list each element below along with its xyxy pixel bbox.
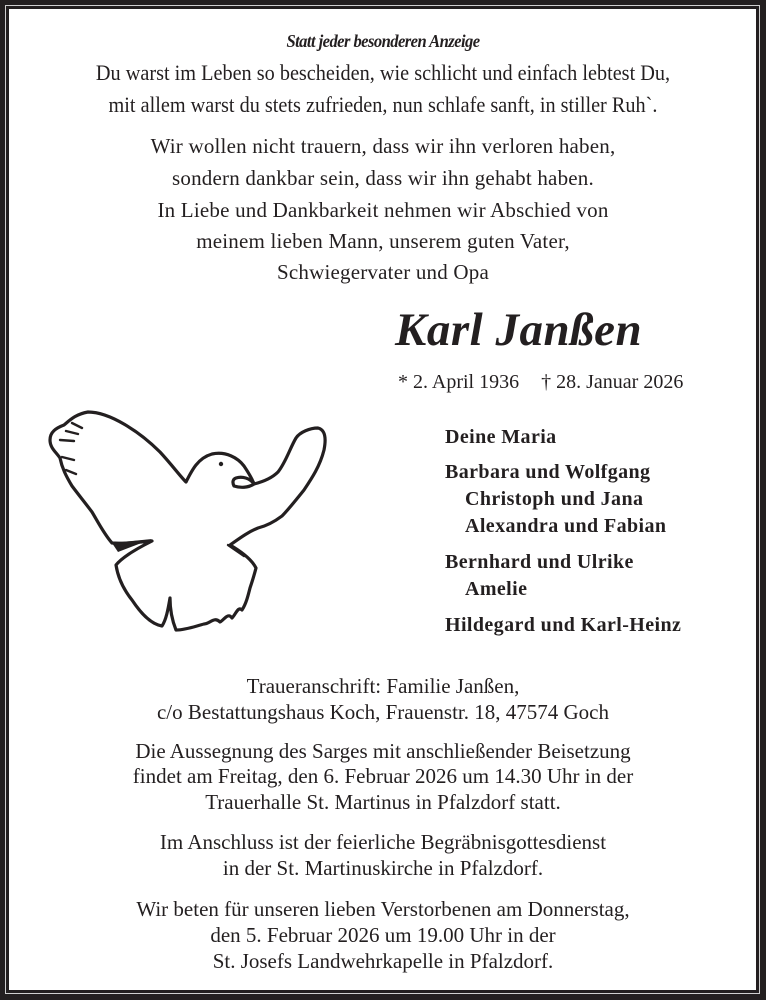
- service-line-1: Im Anschluss ist der feierliche Begräbnisgottesdienst: [159, 830, 607, 854]
- family-member: Hildegard und Karl-Heinz: [445, 614, 682, 636]
- family-member: Bernhard und Ulrike: [445, 551, 634, 573]
- family-member: Alexandra und Fabian: [465, 515, 667, 537]
- address-line-2: c/o Bestattungshaus Koch, Frauenstr. 18, 47574 Goch: [156, 700, 610, 724]
- intro-line-4: meinem lieben Mann, unserem guten Vater,: [196, 229, 570, 253]
- address-line-1: Traueranschrift: Familie Janßen,: [246, 674, 520, 698]
- birth-date: * 2. April 1936: [398, 371, 520, 393]
- intro-line-1: Wir wollen nicht trauern, dass wir ihn verloren haben,: [150, 134, 616, 158]
- family-member: Barbara und Wolfgang: [445, 461, 651, 483]
- family-member: Amelie: [465, 578, 528, 600]
- deceased-name: Karl Janßen: [395, 304, 643, 356]
- death-date: † 28. Januar 2026: [541, 371, 684, 393]
- prayer-line-3: St. Josefs Landwehrkapelle in Pfalzdorf.: [212, 949, 554, 973]
- family-member: Deine Maria: [445, 426, 557, 448]
- burial-line-3: Trauerhalle St. Martinus in Pfalzdorf statt.: [205, 790, 561, 814]
- dove-icon: [38, 400, 338, 640]
- service-line-2: in der St. Martinuskirche in Pfalzdorf.: [222, 856, 544, 880]
- burial-line-1: Die Aussegnung des Sarges mit anschließender Beisetzung: [135, 739, 631, 763]
- verse-line-2: mit allem warst du stets zufrieden, nun schlafe sanft, in stiller Ruh`.: [108, 92, 658, 117]
- intro-line-3: In Liebe und Dankbarkeit nehmen wir Abschied von: [157, 198, 609, 222]
- prayer-line-2: den 5. Februar 2026 um 19.00 Uhr in der: [210, 923, 556, 947]
- burial-line-2: findet am Freitag, den 6. Februar 2026 um 14.30 Uhr in der: [132, 764, 634, 788]
- life-dates: [398, 372, 683, 392]
- notice-header: Statt jeder besonderen Anzeige: [286, 31, 480, 51]
- intro-line-2: sondern dankbar sein, dass wir ihn gehabt haben.: [172, 166, 594, 190]
- verse-line-1: Du warst im Leben so bescheiden, wie schlicht und einfach lebtest Du,: [95, 60, 671, 85]
- intro-line-5: Schwiegervater und Opa: [277, 260, 489, 284]
- prayer-line-1: Wir beten für unseren lieben Verstorbenen am Donnerstag,: [136, 897, 630, 921]
- family-member: Christoph und Jana: [465, 488, 644, 510]
